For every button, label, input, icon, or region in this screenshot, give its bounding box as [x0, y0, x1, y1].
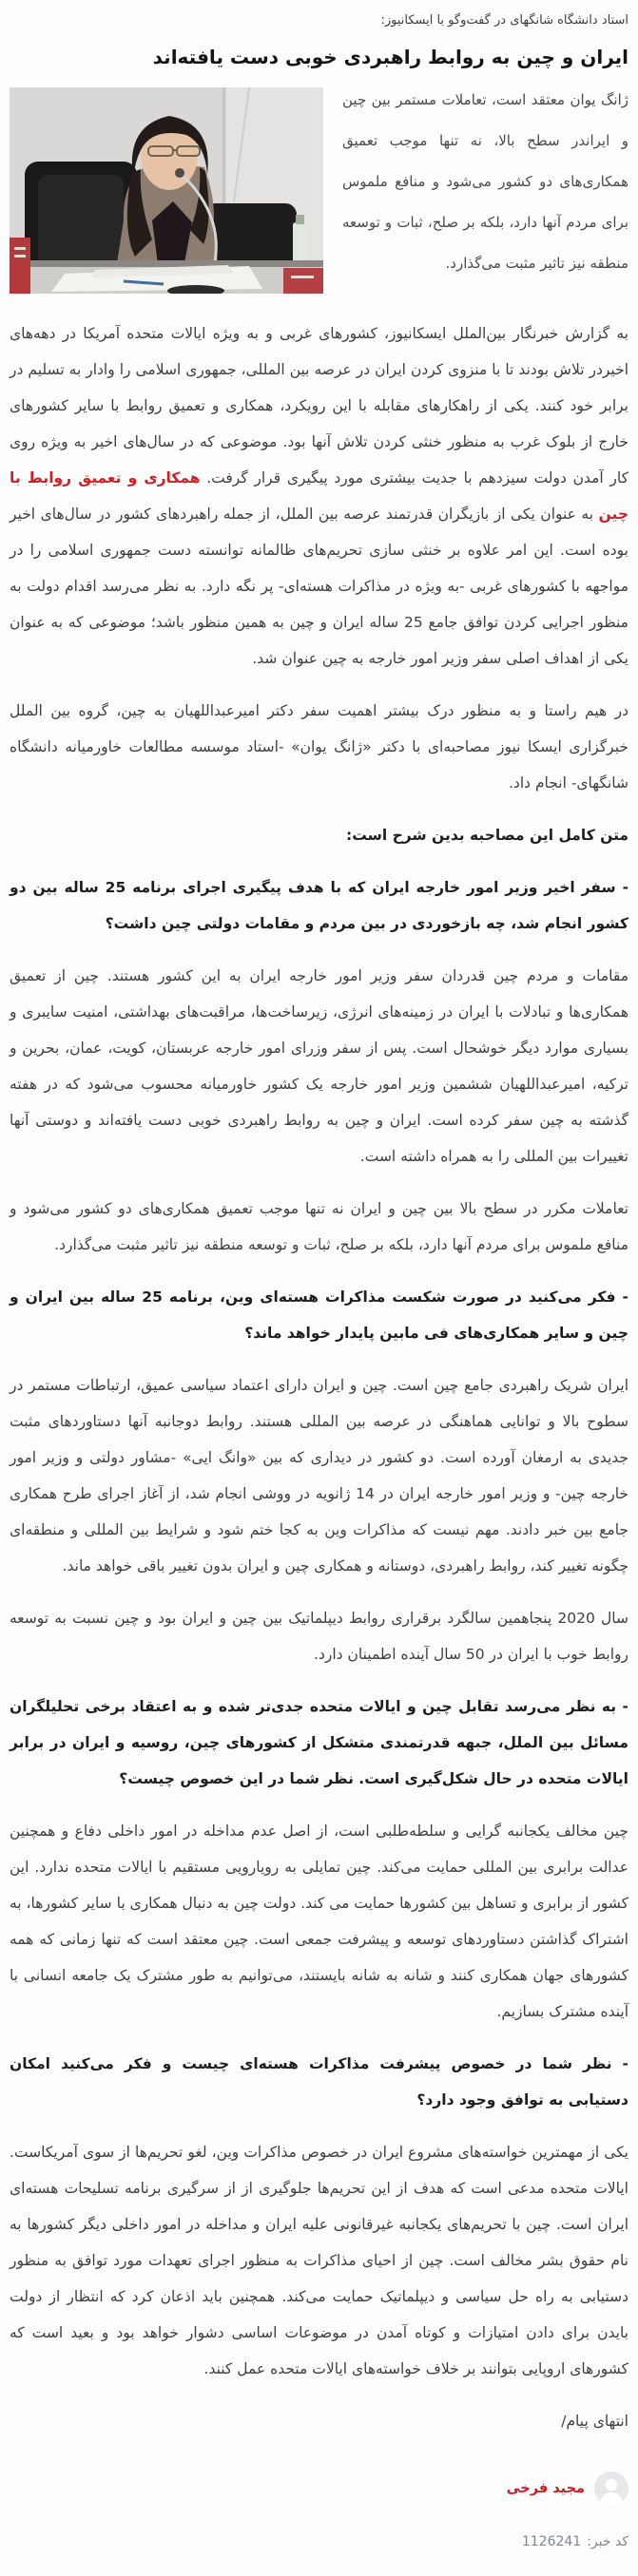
lead-paragraph: ژانگ یوان معتقد است، تعاملات مستمر بین چین و ایراندر سطح بالا، نه تنها موجب تعمیق همکاری‌های دو کشور می‌شود و منافع ملموس برای مردم آنها دارد، بلکه بر صلح، ثبات و توسعه منطقه نیز تاثیر مثبت می‌گذارد.	[342, 90, 628, 272]
answer-2: ایران شریک راهبردی جامع چین است. چین و ایران دارای اعتماد سیاسی عمیق، ارتباطات مستمر در سطوح بالا و توانایی هماهنگی در عرصه بین المللی هستند. روابط دوجانبه آنها دستاوردهای مثبت جدیدی به ارمغان آورده است. دو کشور در دیداری که بین «وانگ ایی» -مشاور دولتی و وزیر امور خارجه چین- و وزیر امور خارجه ایران در 14 ژانویه در ووشی انجام شد، از آغاز اجرای طرح همکاری جامع بین خبر دادند. مهم نیست که مذاکرات وین به کجا ختم شود و شرایط بین المللی و منطقه‌ای چگونه تغییر کند، روابط راهبردی، دوستانه و همکاری چین و ایران بدون تغییر باقی خواهد ماند.	[10, 1376, 629, 1574]
question-2: - فکر می‌کنید در صورت شکست مذاکرات هسته‌ای وین، برنامه 25 ساله بین ایران و چین و سایر همکاری‌های فی مابین پایدار خواهد ماند؟	[10, 1288, 628, 1342]
answer-3: چین مخالف یکجانبه گرایی و سلطه‌طلبی است، از اصل عدم مداخله در امور داخلی دفاع و همچنین عدالت برابری بین المللی حمایت می‌کند. چین تمایلی به رویارویی مستقیم با ایالات متحده ندارد. این کشور از برابری و تساهل بین کشورها حمایت می کند. دولت چین به دنبال همکاری با سایر کشورها، به اشتراک گذاشتن دستاوردهای توسعه و پیشرفت جمعی است. چین معتقد است که تنها زمانی که همه کشورهای جهان همکاری کنند و شانه به شانه بایستند، می‌توانیم به طور مشترک یک جامعه انسانی با آینده مشترک بسازیم.	[10, 1822, 628, 2020]
news-code	[10, 2534, 628, 2549]
answer-1: مقامات و مردم چین قدردان سفر وزیر امور خارجه ایران به این کشور هستند. چین از تعمیق همکاری‌ها و تبادلات با ایران در زمینه‌های انرژی، زیرساخت‌ها، مراقبت‌های بهداشتی، امنیت سایبری و بسیاری موارد دیگر خوشحال است. پس از سفر وزرای امور خارجه عربستان، کویت، عمان، بحرین و ترکیه، امیرعبداللهیان ششمین وزیر امور خارجه یک کشور خاورمیانه محسوب می‌شود که در هفته گذشته به چین سفر کرده است. ایران و چین به روابط راهبردی خوبی دست یافته‌اند و دوستی آنها تغییرات بین المللی را به همراه داشته است.	[10, 966, 628, 1165]
answer-2-continued: سال 2020 پنجاهمین سالگرد برقراری روابط دیپلماتیک بین چین و ایران بود و چین نسبت به توسعه روابط خوب با ایران در 50 سال آینده اطمینان دارد.	[10, 1609, 628, 1663]
kicker: استاد دانشگاه شانگهای در گفت‌وگو با ایسکانیوز:	[380, 13, 628, 28]
hero-section	[10, 87, 628, 298]
author-row[interactable]	[10, 2471, 628, 2506]
article-body	[10, 315, 628, 2439]
article-photo	[10, 87, 323, 294]
intro-paragraph	[10, 315, 628, 677]
interview-lead-in: متن کامل این مصاحبه بدین شرح است:	[346, 826, 628, 844]
interview-photo-illustration	[10, 87, 323, 294]
highlighted-phrase: همکاری و تعمیق روابط با چین	[10, 468, 628, 523]
context-paragraph: در هیم راستا و به منظور درک بیشتر اهمیت سفر دکتر امیرعبداللهیان به چین، گروه بین الملل خبرگزاری ایسکا نیوز مصاحبه‌ای با دکتر «ژانگ یوان» -استاد موسسه مطالعات خاورمیانه دانشگاه شانگهای- انجام داد.	[10, 701, 628, 792]
paragraph-text: به عنوان یکی از بازیگران قدرتمند عرصه بین الملل، از جمله راهبردهای کشور در سال‌های اخیر بوده است. این امر علاوه بر خنثی سازی تحریم‌های ظالمانه توانسته دست جمهوری اسلامی را در مواجهه با کشورهای غربی -به ویژه در مذاکرات هسته‌ای- پر نگه دارد. به نظر می‌رسد اقدام دولت به منظور اجرایی کردن توافق جامع 25 ساله ایران و چین به همین منظور باشد؛ موضوعی که به عنوان یکی از اهداف اصلی سفر وزیر امور خارجه به چین عنوان شد.	[10, 505, 628, 667]
answer-4: یکی از مهمترین خواسته‌های مشروع ایران در خصوص مذاکرات وین، لغو تحریم‌ها از سوی آمریکاست. ایالات متحده مدعی است که هدف از این تحریم‌ها جلوگیری از از سرگیری برنامه تسلیحات هسته‌ای ایران است. چین با تحریم‌های یکجانبه غیرقانونی علیه ایران و مداخله در امور داخلی دیگر کشورها به نام حقوق بشر مخالف است. چین از احیای مذاکرات به منظور اجرای تعهدات مورد توافق به منظور دستیابی به راه حل سیاسی و دیپلماتیک حمایت می‌کند. همچنین باید اذعان کرد که انتظار از دولت بایدن برای دادن امتیازات و کوتاه آمدن در موضوعات اساسی دشوار خواهد بود و بعید است که کشورهای اروپایی بتوانند بر خلاف خواسته‌های ایالات متحده عمل کنند.	[10, 2143, 628, 2377]
question-3: - به نظر می‌رسد تقابل چین و ایالات متحده جدی‌تر شده و به اعتقاد برخی تحلیلگران مسائل بین الملل، جبهه قدرتمندی متشکل از کشورهای چین، روسیه و ایران در برابر ایالات متحده در حال شکل‌گیری است. نظر شما در این خصوص چیست؟	[10, 1697, 628, 1787]
news-code-value: 1126241	[521, 2533, 582, 2549]
author-name[interactable]: مجید فرخی	[506, 2480, 585, 2496]
question-4: - نظر شما در خصوص پیشرفت مذاکرات هسته‌ای چیست و فکر می‌کنید امکان دستیابی به توافق وجود دارد؟	[10, 2054, 628, 2109]
page-title: ایران و چین به روابط راهبردی خوبی دست یافته‌اند	[152, 45, 628, 68]
answer-1-continued: تعاملات مکرر در سطح بالا بین چین و ایران نه تنها موجب تعمیق همکاری‌های دو کشور می‌شود و منافع ملموس برای مردم آنها دارد، بلکه بر صلح، ثبات و توسعه منطقه نیز تاثیر مثبت می‌گذارد.	[10, 1199, 628, 1253]
news-code-label: کد خبر:	[587, 2533, 628, 2549]
question-1: - سفر اخیر وزیر امور خارجه ایران که با هدف پیگیری اجرای برنامه 25 ساله بین دو کشور انجام شد، چه بازخوردی در بین مردم و مقامات دولتی چین داشت؟	[10, 878, 628, 932]
avatar-person-icon	[594, 2471, 628, 2506]
paragraph-text: به گزارش خبرنگار بین‌الملل ایسکانیوز، کشورهای غربی و به ویژه ایالات متحده آمریکا در دهه‌های اخیردر تلاش بودند تا با منزوی کردن ایران در عرصه بین المللی، جمهوری اسلامی را وادار به تسلیم در برابر خود کنند. یکی از راهکارهای مقابله با این رویکرد، همکاری و تعمیق روابط با سایر کشورهای خارج از بلوک غرب به منظور خنثی کردن تلاش آنها بود. موضوعی که در سال‌های اخیر به ویژه روی کار آمدن دولت سیزدهم با جدیت بیشتری مورد پیگیری قرار گرفت.	[10, 324, 628, 487]
end-of-message: انتهای پیام/	[561, 2412, 628, 2430]
